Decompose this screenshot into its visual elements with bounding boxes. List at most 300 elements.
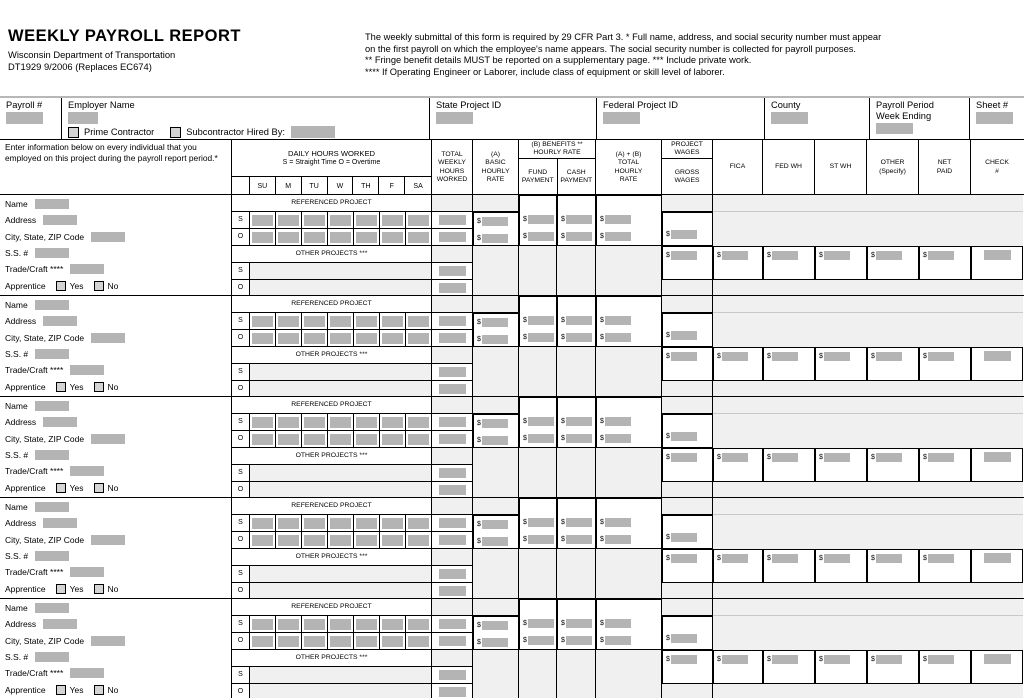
city-state-zip-field[interactable] [91,434,125,444]
daily-hours-field[interactable] [408,535,429,546]
total-rate-shaded-cell [596,448,662,497]
other-projects-overtime-area[interactable] [250,583,432,598]
fica-field[interactable] [722,352,748,361]
address-field[interactable] [43,215,77,225]
daily-hours-field[interactable] [382,434,403,445]
name-field[interactable] [35,300,69,310]
city-state-zip-field[interactable] [91,535,125,545]
day-hours-cell [276,532,302,549]
basic-rate-shaded-cell [473,195,519,212]
daily-hours-field[interactable] [356,333,377,344]
daily-hours-field[interactable] [252,636,273,647]
daily-hours-field[interactable] [330,333,351,344]
daily-hours-field[interactable] [304,434,325,445]
apprentice-no-checkbox[interactable] [94,685,104,695]
daily-hours-field[interactable] [304,518,325,529]
other-deduction-field[interactable] [876,352,902,361]
subcontractor-hired-by-field[interactable] [291,126,335,138]
daily-hours-field[interactable] [252,434,273,445]
ssn-field[interactable] [35,349,69,359]
daily-hours-field[interactable] [382,535,403,546]
apprentice-no-checkbox[interactable] [94,281,104,291]
apprentice-label: Apprentice [5,583,46,594]
basic-rate-field[interactable] [482,520,508,529]
name-field[interactable] [35,603,69,613]
overtime-label: O [232,330,250,347]
other-projects-overtime-area[interactable] [250,280,432,295]
fed-wh-field[interactable] [772,655,798,664]
fed-wh-cell [763,347,815,381]
daily-hours-field[interactable] [278,333,299,344]
day-hours-cell [406,515,432,532]
day-hours-cell [328,616,354,633]
sheet-number-field[interactable] [976,112,1013,124]
address-field[interactable] [43,518,77,528]
total-hours-field[interactable] [439,569,466,579]
fica-cell [713,549,763,583]
day-hours-cell [302,532,328,549]
prime-contractor-checkbox[interactable] [68,127,79,138]
dollar-sign: $ [666,635,670,642]
daily-hours-field[interactable] [382,636,403,647]
daily-hours-field[interactable] [252,232,273,243]
daily-hours-field[interactable] [382,619,403,630]
daily-hours-field[interactable] [408,619,429,630]
total-rate-field[interactable] [605,333,631,342]
total-hours-field[interactable] [439,535,466,545]
daily-hours-field[interactable] [330,619,351,630]
trade-craft-field[interactable] [70,365,104,375]
project-wages-field[interactable] [671,331,697,340]
check-number-field[interactable] [984,553,1011,563]
address-field[interactable] [43,417,77,427]
daily-hours-field[interactable] [330,535,351,546]
cash-payment-field[interactable] [566,619,592,628]
ssn-field[interactable] [35,248,69,258]
gross-wages-field[interactable] [671,352,697,361]
basic-rate-shaded-cell [473,650,519,698]
daily-hours-field[interactable] [330,232,351,243]
dollar-sign: $ [717,252,721,259]
dollar-sign: $ [477,235,481,242]
employer-name-field[interactable] [68,112,98,124]
dollar-sign: $ [767,252,771,259]
basic-rate-field[interactable] [482,335,508,344]
day-hours-cell [380,212,406,229]
apprentice-yes-checkbox[interactable] [56,382,66,392]
daily-hours-field[interactable] [382,417,403,428]
basic-rate-field[interactable] [482,419,508,428]
name-field[interactable] [35,401,69,411]
daily-hours-field[interactable] [408,232,429,243]
gross-wages-field[interactable] [671,453,697,462]
daily-hours-field[interactable] [356,215,377,226]
subcontractor-checkbox[interactable] [170,127,181,138]
daily-hours-field[interactable] [356,619,377,630]
fund-payment-field[interactable] [528,232,554,241]
apprentice-yes-label: Yes [69,280,84,291]
apprentice-no-checkbox[interactable] [94,584,104,594]
daily-hours-field[interactable] [356,434,377,445]
st-wh-field[interactable] [824,251,850,260]
fica-cell [713,650,763,684]
project-wages-field[interactable] [671,533,697,542]
daily-hours-field[interactable] [252,535,273,546]
other-projects-header: OTHER PROJECTS *** [232,448,432,465]
dollar-sign: $ [819,252,823,259]
day-hours-cell [276,313,302,330]
dollar-sign: $ [600,620,604,627]
project-wages-field[interactable] [671,432,697,441]
cash-payment-field[interactable] [566,417,592,426]
daily-hours-field[interactable] [304,619,325,630]
fed-wh-field[interactable] [772,453,798,462]
total-rate-field[interactable] [605,636,631,645]
trade-craft-label: Trade/Craft **** [5,668,64,679]
total-hours-cell [432,465,473,482]
total-hours-field[interactable] [439,283,466,293]
daily-hours-field[interactable] [252,316,273,327]
net-paid-field[interactable] [928,655,954,664]
total-hours-field[interactable] [439,636,466,646]
project-wages-field[interactable] [671,634,697,643]
dollar-sign: $ [666,433,670,440]
daily-hours-field[interactable] [356,316,377,327]
total-hours-field[interactable] [439,687,466,697]
daily-hours-field[interactable] [382,215,403,226]
other-deduction-cell [867,347,919,381]
city-state-zip-field[interactable] [91,636,125,646]
fica-field[interactable] [722,251,748,260]
federal-project-label: Federal Project ID [603,100,678,110]
st-wh-field[interactable] [824,655,850,664]
total-hours-field[interactable] [439,266,466,276]
day-hours-cell [328,515,354,532]
gross-wages-cell [662,650,713,684]
daily-hours-field[interactable] [278,417,299,428]
daily-hours-field[interactable] [252,215,273,226]
daily-hours-field[interactable] [408,215,429,226]
total-hours-cell [432,566,473,583]
apprentice-yes-checkbox[interactable] [56,584,66,594]
dollar-sign: $ [819,454,823,461]
day-label-th: TH [353,177,379,195]
daily-hours-field[interactable] [356,535,377,546]
total-rate-shaded-cell [596,246,662,295]
fund-payment-field[interactable] [528,636,554,645]
cash-payment-field[interactable] [566,215,592,224]
basic-rate-field[interactable] [482,318,508,327]
other-deduction-field[interactable] [876,453,902,462]
county-field[interactable] [771,112,808,124]
apprentice-no-checkbox[interactable] [94,382,104,392]
dollar-sign: $ [819,555,823,562]
trade-craft-field[interactable] [70,567,104,577]
daily-hours-field[interactable] [278,434,299,445]
total-hours-field[interactable] [439,316,466,326]
daily-hours-field[interactable] [278,636,299,647]
basic-rate-field[interactable] [482,234,508,243]
total-rate-field[interactable] [605,518,631,527]
daily-hours-field[interactable] [278,535,299,546]
daily-hours-field[interactable] [304,417,325,428]
dollar-sign: $ [666,231,670,238]
total-rate-cell [596,296,662,347]
address-label: Address [5,215,37,226]
daily-hours-field[interactable] [252,417,273,428]
net-paid-field[interactable] [928,453,954,462]
fed-wh-field[interactable] [772,554,798,563]
apprentice-no-checkbox[interactable] [94,483,104,493]
fund-payment-field[interactable] [528,619,554,628]
employee-info-cell [0,296,232,396]
total-hours-field[interactable] [439,417,466,427]
net-paid-header: NET PAID [919,140,971,195]
straight-time-label: S [232,667,250,684]
total-hours-field[interactable] [439,518,466,528]
apprentice-yes-checkbox[interactable] [56,685,66,695]
total-rate-cell [596,599,662,650]
dollar-sign: $ [871,353,875,360]
total-hours-field[interactable] [439,367,466,377]
daily-hours-field[interactable] [330,434,351,445]
daily-hours-field[interactable] [382,232,403,243]
project-wages-shaded-cell [662,397,713,414]
week-ending-field[interactable] [876,123,913,134]
name-label: Name [5,603,28,614]
cash-payment-field[interactable] [566,636,592,645]
basic-rate-shaded-cell [473,498,519,515]
notice-line: The weekly submittal of this form is required by 29 CFR Part 3. * Full name, address, and social security number must appear [365,32,882,42]
daily-hours-field[interactable] [278,316,299,327]
dollar-sign: $ [923,454,927,461]
total-hours-field[interactable] [439,670,466,680]
other-projects-overtime-area[interactable] [250,482,432,497]
other-deduction-field[interactable] [876,655,902,664]
total-hours-cell [432,212,473,229]
day-hours-cell [250,313,276,330]
total-hours-field[interactable] [439,384,466,394]
daily-hours-field[interactable] [408,333,429,344]
st-wh-field[interactable] [824,554,850,563]
other-projects-straight-area[interactable] [250,364,432,381]
fica-field[interactable] [722,655,748,664]
other-deduction-field[interactable] [876,251,902,260]
fund-payment-field[interactable] [528,333,554,342]
daily-hours-field[interactable] [356,232,377,243]
daily-hours-field[interactable] [304,333,325,344]
total-rate-field[interactable] [605,434,631,443]
daily-hours-field[interactable] [304,215,325,226]
daily-hours-field[interactable] [278,215,299,226]
day-hours-cell [328,330,354,347]
net-paid-field[interactable] [928,352,954,361]
fund-payment-field[interactable] [528,518,554,527]
cash-payment-field[interactable] [566,232,592,241]
daily-hours-field[interactable] [278,619,299,630]
gross-wages-field[interactable] [671,554,697,563]
st-wh-field[interactable] [824,453,850,462]
daily-hours-field[interactable] [304,316,325,327]
total-rate-field[interactable] [605,316,631,325]
basic-rate-field[interactable] [482,436,508,445]
project-wages-shaded-cell [662,498,713,515]
daily-hours-field[interactable] [278,232,299,243]
daily-hours-field[interactable] [304,636,325,647]
other-deduction-cell [867,549,919,583]
net-paid-field[interactable] [928,554,954,563]
check-number-field[interactable] [984,654,1011,664]
fund-payment-field[interactable] [528,417,554,426]
apprentice-yes-checkbox[interactable] [56,483,66,493]
daily-hours-field[interactable] [330,215,351,226]
total-rate-field[interactable] [605,232,631,241]
cash-payment-field[interactable] [566,316,592,325]
daily-hours-field[interactable] [304,232,325,243]
net-paid-field[interactable] [928,251,954,260]
total-rate-field[interactable] [605,417,631,426]
cash-payment-field[interactable] [566,434,592,443]
daily-hours-field[interactable] [408,316,429,327]
total-rate-field[interactable] [605,215,631,224]
daily-hours-title: DAILY HOURS WORKED [287,148,376,158]
daily-hours-field[interactable] [408,518,429,529]
fund-payment-field[interactable] [528,535,554,544]
cash-payment-field[interactable] [566,518,592,527]
basic-rate-field[interactable] [482,217,508,226]
fund-payment-cell [519,296,557,347]
basic-rate-field[interactable] [482,537,508,546]
st-wh-field[interactable] [824,352,850,361]
trade-craft-field[interactable] [70,466,104,476]
total-hours-cell [432,313,473,330]
dollar-sign: $ [819,353,823,360]
daily-hours-field[interactable] [252,333,273,344]
cash-payment-field[interactable] [566,535,592,544]
ssn-field[interactable] [35,652,69,662]
deductions-shaded-band [713,414,1023,448]
gross-wages-field[interactable] [671,251,697,260]
other-projects-straight-area[interactable] [250,465,432,482]
daily-hours-field[interactable] [252,518,273,529]
name-field[interactable] [35,502,69,512]
fica-field[interactable] [722,453,748,462]
daily-hours-field[interactable] [408,434,429,445]
other-projects-straight-area[interactable] [250,263,432,280]
apprentice-yes-label: Yes [69,684,84,695]
day-label-tu: TU [302,177,328,195]
total-hours-field[interactable] [439,468,466,478]
daily-hours-field[interactable] [408,417,429,428]
total-hours-field[interactable] [439,215,466,225]
apprentice-yes-checkbox[interactable] [56,281,66,291]
fica-field[interactable] [722,554,748,563]
address-field[interactable] [43,619,77,629]
st-wh-cell [815,448,867,482]
project-wages-field[interactable] [671,230,697,239]
daily-hours-field[interactable] [382,316,403,327]
check-number-field[interactable] [984,351,1011,361]
address-field[interactable] [43,316,77,326]
total-rate-field[interactable] [605,619,631,628]
fund-payment-field[interactable] [528,316,554,325]
other-deduction-field[interactable] [876,554,902,563]
total-hours-field[interactable] [439,485,466,495]
gross-wages-field[interactable] [671,655,697,664]
daily-hours-field[interactable] [304,535,325,546]
st-wh-cell [815,246,867,280]
total-weekly-hours-header: TOTAL WEEKLY HOURS WORKED [432,140,473,195]
total-hours-cell [432,667,473,684]
check-number-field[interactable] [984,452,1011,462]
city-state-zip-field[interactable] [91,232,125,242]
day-label-spacer [232,177,250,195]
state-project-field[interactable] [436,112,473,124]
total-rate-field[interactable] [605,535,631,544]
ssn-field[interactable] [35,551,69,561]
fund-payment-field[interactable] [528,434,554,443]
total-hours-field[interactable] [439,619,466,629]
daily-hours-field[interactable] [330,636,351,647]
federal-project-field[interactable] [603,112,640,124]
day-hours-cell [250,431,276,448]
check-number-cell [971,246,1023,280]
ssn-field[interactable] [35,450,69,460]
day-hours-cell [354,616,380,633]
daily-hours-field[interactable] [330,417,351,428]
fed-wh-field[interactable] [772,251,798,260]
dollar-sign: $ [600,334,604,341]
daily-hours-field[interactable] [252,619,273,630]
name-field[interactable] [35,199,69,209]
daily-hours-field[interactable] [278,518,299,529]
city-state-zip-field[interactable] [91,333,125,343]
total-hours-cell [432,414,473,431]
payroll-number-field[interactable] [6,112,43,124]
deductions-shaded-band [713,296,1023,313]
total-hours-field[interactable] [439,586,466,596]
daily-hours-field[interactable] [356,636,377,647]
basic-rate-field[interactable] [482,638,508,647]
daily-hours-field[interactable] [330,316,351,327]
other-projects-straight-area[interactable] [250,667,432,684]
dollar-sign: $ [666,555,670,562]
total-hours-field[interactable] [439,434,466,444]
cash-payment-field[interactable] [566,333,592,342]
basic-rate-field[interactable] [482,621,508,630]
address-label: Address [5,518,37,529]
other-projects-straight-area[interactable] [250,566,432,583]
check-number-field[interactable] [984,250,1011,260]
total-hours-field[interactable] [439,232,466,242]
daily-hours-field[interactable] [356,417,377,428]
daily-hours-field[interactable] [356,518,377,529]
other-projects-overtime-area[interactable] [250,684,432,698]
fed-wh-field[interactable] [772,352,798,361]
straight-time-label: S [232,465,250,482]
daily-hours-field[interactable] [382,333,403,344]
fund-payment-field[interactable] [528,215,554,224]
daily-hours-field[interactable] [330,518,351,529]
trade-craft-field[interactable] [70,264,104,274]
daily-hours-field[interactable] [408,636,429,647]
daily-hours-field[interactable] [382,518,403,529]
other-projects-overtime-area[interactable] [250,381,432,396]
total-hours-cell [432,583,473,598]
total-hours-field[interactable] [439,333,466,343]
gross-wages-shaded-cell [662,482,713,497]
trade-craft-field[interactable] [70,668,104,678]
